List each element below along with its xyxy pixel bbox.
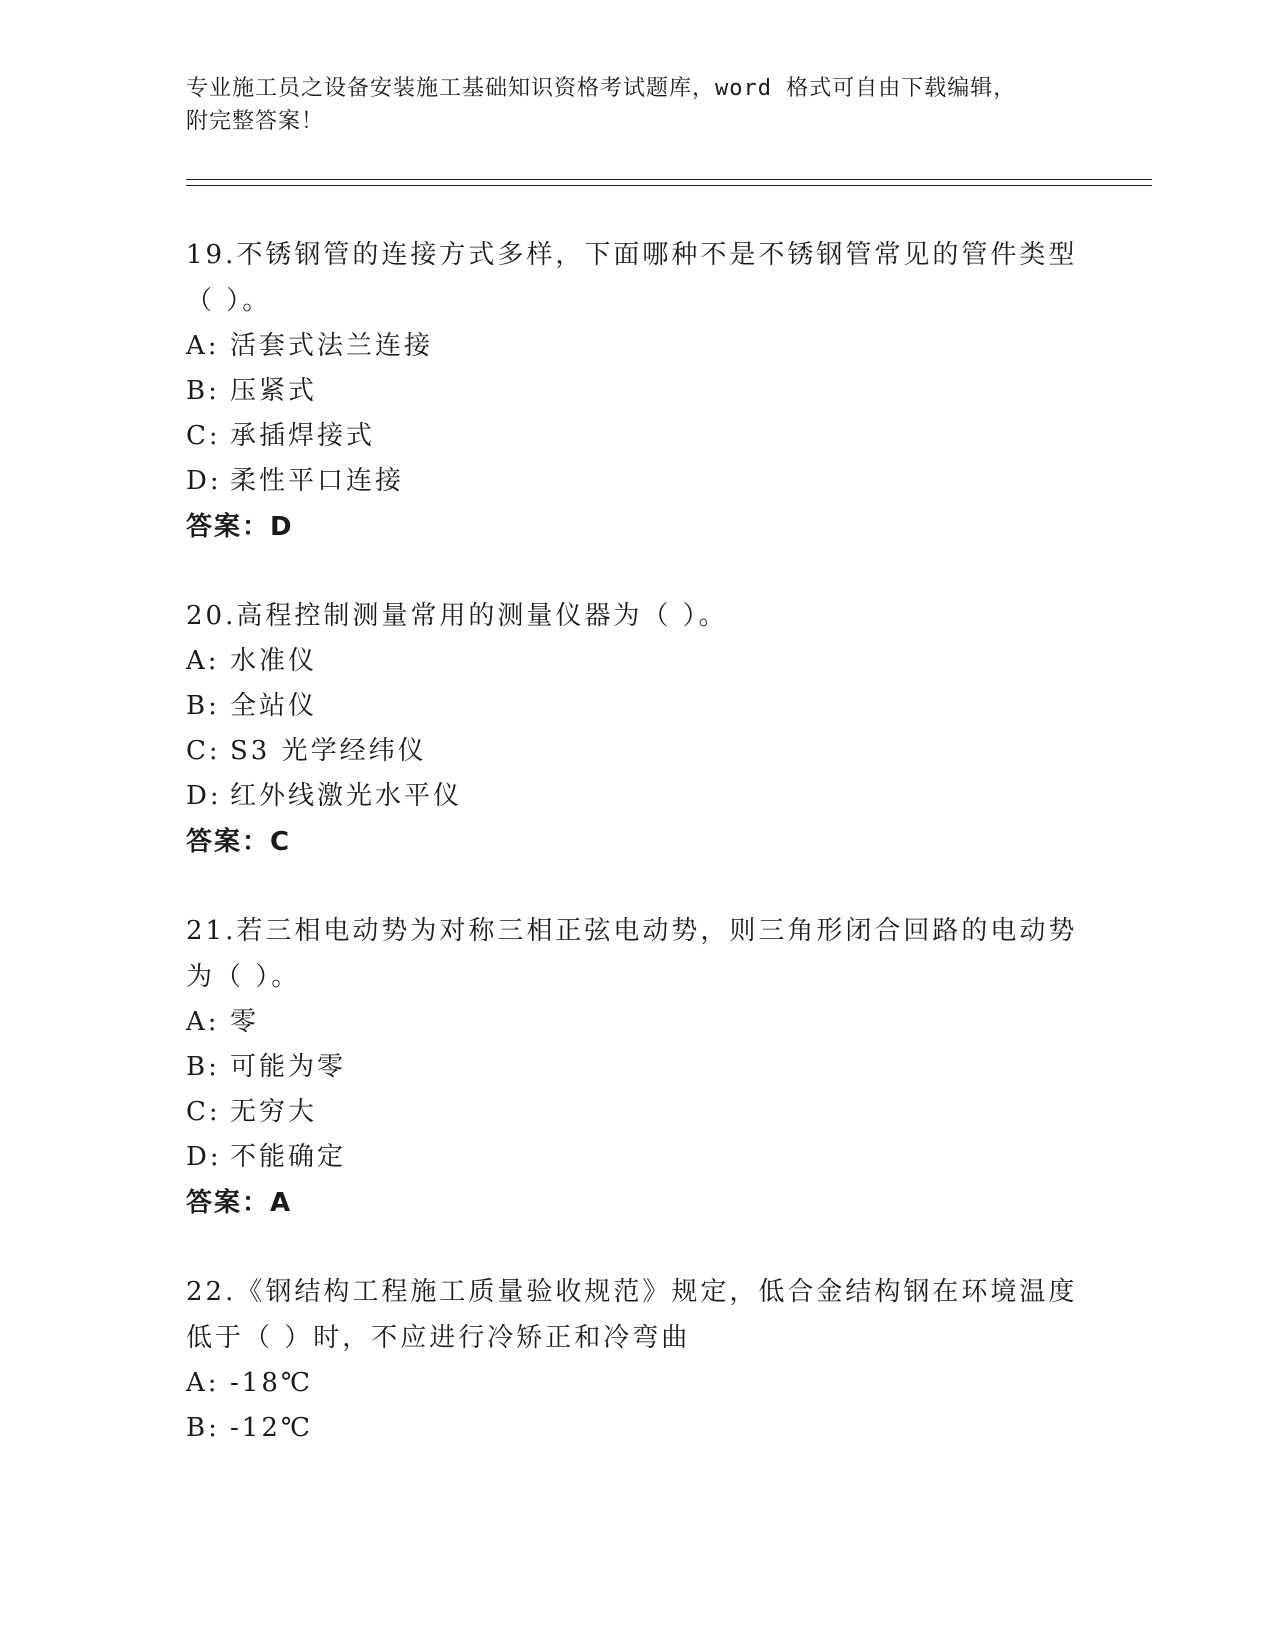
- option-text: -18℃: [230, 1368, 313, 1398]
- option-text: 零: [230, 1007, 260, 1037]
- answer-line: 答案：D: [186, 512, 294, 542]
- option-text: 压紧式: [230, 376, 318, 406]
- question-stem-line-1: 21.若三相电动势为对称三相正弦电动势，则三角形闭合回路的电动势: [186, 916, 1078, 946]
- option-d: [186, 1135, 1086, 1180]
- option-text: 承插焊接式: [230, 421, 376, 451]
- question-spacer: [186, 1226, 1086, 1269]
- option-a: [186, 1000, 1086, 1045]
- option-text: S3 光学经纬仪: [230, 736, 427, 766]
- option-d: [186, 774, 1086, 819]
- answer-line: 答案：A: [186, 1188, 293, 1218]
- question-stem-line-1: 19.不锈钢管的连接方式多样，下面哪种不是不锈钢管常见的管件类型: [186, 240, 1078, 270]
- option-text: 不能确定: [230, 1142, 347, 1172]
- option-key: B:: [186, 1413, 220, 1443]
- option-key: D:: [186, 466, 222, 496]
- header-divider-bottom: [186, 185, 1152, 186]
- question-stem: [186, 908, 1086, 1000]
- option-key: A:: [186, 1368, 220, 1398]
- question-21: [186, 908, 1086, 1226]
- option-key: B:: [186, 376, 220, 406]
- question-stem: [186, 593, 1086, 639]
- option-text: 水准仪: [230, 646, 318, 676]
- header-line-1: 专业施工员之设备安装施工基础知识资格考试题库，word 格式可自由下载编辑，: [186, 76, 1017, 101]
- document-header: [186, 72, 1086, 138]
- option-b: [186, 1406, 1086, 1451]
- option-text: 活套式法兰连接: [230, 331, 434, 361]
- option-a: [186, 639, 1086, 684]
- header-divider-top: [186, 179, 1152, 180]
- question-stem: [186, 232, 1086, 324]
- option-text: 可能为零: [230, 1052, 347, 1082]
- option-a: [186, 324, 1086, 369]
- question-spacer: [186, 865, 1086, 908]
- option-text: 全站仪: [230, 691, 318, 721]
- option-key: B:: [186, 1052, 220, 1082]
- question-20: [186, 593, 1086, 865]
- option-text: -12℃: [230, 1413, 313, 1443]
- option-a: [186, 1361, 1086, 1406]
- question-stem-line-2: 为（ ）。: [186, 962, 301, 992]
- option-key: C:: [186, 1097, 221, 1127]
- option-c: [186, 414, 1086, 459]
- question-stem: [186, 1269, 1086, 1361]
- option-b: [186, 1045, 1086, 1090]
- answer-line: 答案：C: [186, 827, 292, 857]
- question-stem-line-2: （ ）。: [186, 286, 272, 316]
- option-key: A:: [186, 331, 220, 361]
- option-b: [186, 684, 1086, 729]
- option-text: 无穷大: [230, 1097, 318, 1127]
- option-b: [186, 369, 1086, 414]
- option-key: B:: [186, 691, 220, 721]
- option-c: [186, 1090, 1086, 1135]
- option-text: 红外线激光水平仪: [230, 781, 463, 811]
- question-list: [186, 232, 1086, 1451]
- option-key: C:: [186, 736, 221, 766]
- option-c: [186, 729, 1086, 774]
- option-key: D:: [186, 781, 222, 811]
- question-stem-line-1: 20.高程控制测量常用的测量仪器为（ ）。: [186, 601, 728, 631]
- option-key: A:: [186, 1007, 220, 1037]
- header-line-2: 附完整答案！: [186, 109, 325, 134]
- option-d: [186, 459, 1086, 504]
- option-key: D:: [186, 1142, 222, 1172]
- question-stem-line-1: 22.《钢结构工程施工质量验收规范》规定，低合金结构钢在环境温度: [186, 1277, 1078, 1307]
- question-22: [186, 1269, 1086, 1451]
- question-spacer: [186, 550, 1086, 593]
- option-text: 柔性平口连接: [230, 466, 405, 496]
- option-key: C:: [186, 421, 221, 451]
- question-19: [186, 232, 1086, 550]
- option-key: A:: [186, 646, 220, 676]
- question-stem-line-2: 低于（ ）时，不应进行冷矫正和冷弯曲: [186, 1323, 691, 1353]
